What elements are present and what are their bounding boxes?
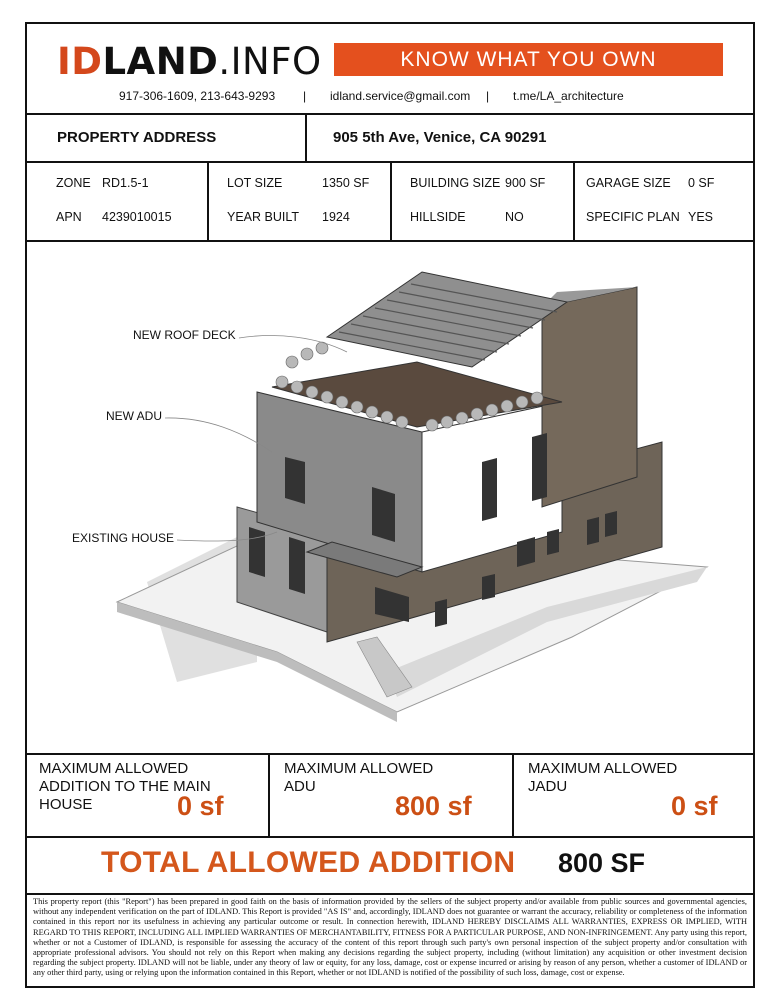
building-illustration-area: [27, 242, 753, 755]
divider: [390, 163, 392, 240]
max-jadu-title: MAXIMUM ALLOWED JADU: [528, 760, 678, 795]
divider: [305, 115, 307, 161]
year-built-value: 1924: [322, 210, 350, 224]
specific-plan-label: SPECIFIC PLAN: [586, 210, 680, 224]
lot-size-value: 1350 SF: [322, 176, 370, 190]
building-isometric-illustration: [27, 242, 753, 753]
hillside-label: HILLSIDE: [410, 210, 466, 224]
max-addition-main-value: 0 sf: [177, 791, 224, 821]
building-size-value: 900 SF: [505, 176, 546, 190]
divider: [207, 163, 209, 240]
divider: [573, 163, 575, 240]
max-jadu-value: 0 sf: [671, 791, 718, 821]
property-facts: [27, 163, 753, 242]
report-header: [27, 24, 753, 115]
property-report-sheet: [25, 22, 755, 988]
property-address-row: [27, 115, 753, 163]
zone-value: RD1.5-1: [102, 176, 149, 190]
max-addition-main-title: MAXIMUM ALLOWED ADDITION TO THE MAIN HOUSE: [39, 760, 211, 813]
max-adu-value: 800 sf: [395, 791, 472, 821]
zone-label: ZONE: [56, 176, 91, 190]
callout-leader: [165, 418, 272, 452]
idland-logo: IDLAND.INFO: [57, 40, 322, 83]
divider: [268, 755, 270, 836]
phone-numbers: 917-306-1609, 213-643-9293: [119, 89, 276, 103]
property-address-value: 905 5th Ave, Venice, CA 90291: [333, 129, 547, 146]
callout-new-adu: NEW ADU: [106, 409, 163, 423]
apn-label: APN: [56, 210, 82, 224]
stair-tower: [542, 287, 637, 507]
garage-size-label: GARAGE SIZE: [586, 176, 671, 190]
divider: [512, 755, 514, 836]
maximum-allowed-row: [27, 755, 753, 838]
apn-value: 4239010015: [102, 210, 172, 224]
callout-existing-house: EXISTING HOUSE: [72, 531, 175, 545]
disclaimer-text: This property report (this "Report") has been prepared in good faith on the basis of information provided by the sellers of the subject property and/or available from public sources and governmental agencies, without any independent verification on the part of IDLAND. This Report is provided "AS IS" and, accordingly, IDLAND does not guarantee or warrant the accuracy, reliability or completeness of the information contained in this report nor its usefulness in achieving any particular outcome or result. In connection herewith, IDLAND HEREBY DISCLAIMS ALL WARRANTIES, EXPRESS OR IMPLIED, WITH REGARD TO THIS REPORT, INCLUDING ALL IMPLIED WARRANTIES OF MERCHANTABILITY, FITNESS FOR A PARTICULAR PURPOSE, AND NON-INFRINGEMENT. Any party using this report, whether or not a Customer of IDLAND, is responsible for assessing the accuracy of the content of this report through such party's own personal inspection of the subject property and/or consultation with appropriate professional advisors. You should not rely on this Report when making any decisions regarding the subject property, including (without limitation) any acquisition or other investment decision regarding the subject property. IDLAND will not be liable, under any theory of law or equity, for any loss, damage, cost or expense incurred or arising by reason of any person, whether a customer of IDLAND or any other third party, using or relying upon the information contained in this Report, whether or not IDLAND is notified of the possibility of such loss, damage, cost or expense.: [33, 897, 747, 978]
specific-plan-value: YES: [688, 210, 714, 224]
year-built-label: YEAR BUILT: [227, 210, 300, 224]
max-adu-title: MAXIMUM ALLOWED ADU: [284, 760, 434, 795]
building-size-label: BUILDING SIZE: [410, 176, 501, 190]
total-allowed-row: [27, 838, 753, 895]
total-allowed-value: 800 SF: [558, 848, 646, 878]
lot-size-label: LOT SIZE: [227, 176, 283, 190]
telegram-link[interactable]: t.me/LA_architecture: [513, 89, 624, 103]
hillside-value: NO: [505, 210, 524, 224]
email-link[interactable]: idland.service@gmail.com: [330, 89, 471, 103]
callout-new-roof-deck: NEW ROOF DECK: [133, 328, 236, 342]
garage-size-value: 0 SF: [688, 176, 715, 190]
total-allowed-label: TOTAL ALLOWED ADDITION: [101, 846, 516, 879]
separator: |: [486, 89, 490, 103]
tagline-banner: KNOW WHAT YOU OWN: [334, 43, 723, 76]
property-address-label: PROPERTY ADDRESS: [57, 129, 217, 146]
separator: |: [303, 89, 307, 103]
